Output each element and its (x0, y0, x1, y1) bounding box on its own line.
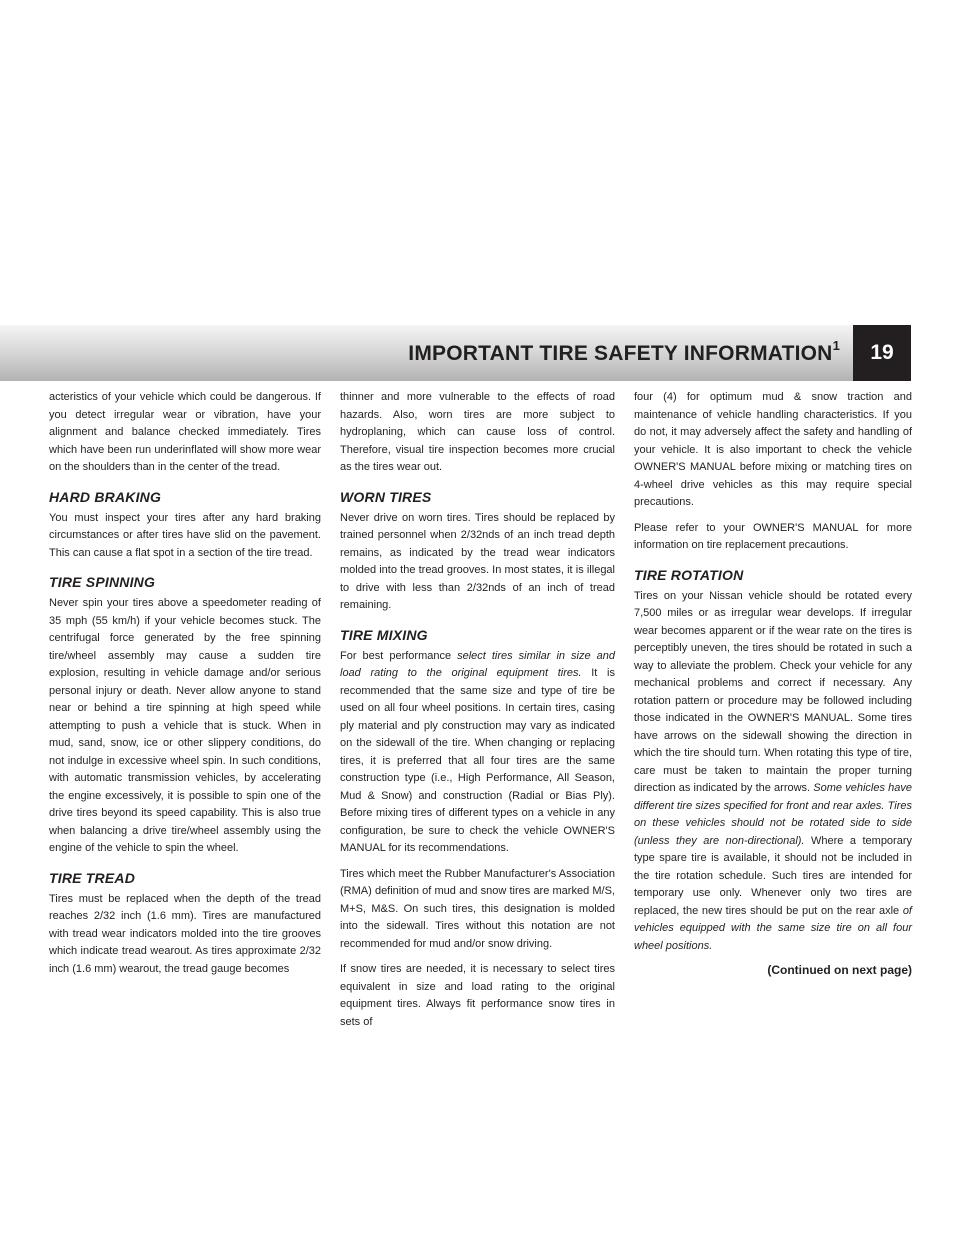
column-3 (634, 389, 912, 977)
section-title: IMPORTANT TIRE SAFETY INFORMATION$^1$ (408, 338, 840, 365)
paragraph: Please refer to your OWNER'S MANUAL for more information on tire replacement precautions. (634, 521, 912, 551)
column-1 (49, 389, 321, 986)
paragraph: If snow tires are needed, it is necessary to select tires equivalent in size and load rating to the original equipment tires. Always fit performance snow tires in sets of (340, 963, 615, 1028)
text-run: It is recommended that the same size and type of tire be used on all four wheel positions. In certain tires, casing ply material and ply construction may vary as indicated on the sidewall of the tire. When changing or replacing tires, it is preferred that all four tires are the same construction type (i.e., High Performance, All Season, Mud & Snow) and construction (Radial or Bias Ply). Before mixing tires of different types on a vehicle in any configuration, be sure to check the vehicle OWNER'S MANUAL for its recommendations. (340, 667, 615, 854)
italic-text: Some vehicles have different tire sizes specified for front and rear axles. Tires on these vehicles should not be rotated side to side (unless they are non-directional). (634, 782, 912, 847)
heading-hard-braking: HARD BRAKING (49, 488, 162, 505)
paragraph: thinner and more vulnerable to the effects of road hazards. Also, worn tires are more subject to hydroplaning, which can cause loss of control. Therefore, visual tire inspection becomes more crucial as the tires wear out. (340, 391, 615, 473)
column-2 (340, 389, 615, 1039)
paragraph: four (4) for optimum mud & snow traction and maintenance of vehicle handling characteristics. If you do not, it may adversely affect the safety and handling of your vehicle. It is also important to check the vehicle OWNER'S MANUAL before mixing or matching tires on 4-wheel drive vehicles as this may require special precautions. (634, 391, 912, 508)
text-run: Where a temporary type spare tire is available, it should not be included in the tire rotation schedule. Such tires are intended for temporary use only. Whenever only two tires are replaced, the new tires should be put on the rear axle (634, 834, 912, 917)
paragraph (634, 588, 912, 956)
paragraph: Tires must be replaced when the depth of the tread reaches 2/32 inch (1.6 mm). Tires are manufactured with tread wear indicators molded into the tire grooves which indicate tread wearout. As tires approximate 2/32 inch (1.6 mm) wearout, the tread gauge becomes (49, 892, 321, 975)
paragraph: Never spin your tires above a speedometer reading of 35 mph (55 km/h) if your vehicle becomes stuck. The centrifugal force generated by the free spinning tire/wheel assembly may cause a sudden tire explosion, resulting in vehicle damage and/or serious personal injury or death. Never allow anyone to stand near or behind a tire spinning at high speed while attempting to push a vehicle that is stuck. When in mud, sand, snow, ice or other slippery conditions, do not indulge in excessive wheel spin. In such conditions, with automatic transmission vehicles, by accelerating the engine excessively, it is possible to spin one of the drive tires beyond its speed capability. This is also true when balancing a drive tire/wheel assembly using the engine of the vehicle to spin the wheel. (49, 597, 321, 854)
paragraph: You must inspect your tires after any hard braking circumstances or after tires have slid on the pavement. This can cause a flat spot in a section of the tire tread. (49, 511, 321, 559)
paragraph (340, 648, 615, 858)
heading-tire-tread: TIRE TREAD (49, 869, 135, 886)
paragraph: acteristics of your vehicle which could be dangerous. If you detect irregular wear or vibration, have your alignment and balance checked immediately. Tires which have been run underinflated will show more wear on the shoulders than in the center of the tread. (49, 391, 321, 473)
paragraph: Tires which meet the Rubber Manufacturer's Association (RMA) definition of mud and snow tires are marked M/S, M+S, M&S. On such tires, this designation is molded into the sidewall. Tires without this notation are not recommended for mud and/or snow driving. (340, 867, 615, 950)
continued-note: (Continued on next page) (767, 963, 912, 977)
heading-worn-tires: WORN TIRES (340, 488, 432, 505)
text-run: For best performance (340, 649, 458, 662)
page-number: 19 (853, 325, 911, 381)
footnote-marker: 1 (832, 338, 840, 353)
italic-text: of vehicles equipped with the same size tire on all four wheel positions. (634, 904, 912, 952)
heading-tire-rotation: TIRE ROTATION (634, 566, 744, 583)
heading-tire-mixing: TIRE MIXING (340, 626, 428, 643)
heading-tire-spinning: TIRE SPINNING (49, 574, 156, 590)
text-run: Tires on your Nissan vehicle should be rotated every 7,500 miles or as irregular wear develops. If irregular wear becomes apparent or if the wear rate on the tires is perceptibly uneven, the tires should be rotated in such a way to alleviate the problem. Check your vehicle for any mechanical problems and correct if necessary. Any rotation pattern or procedure may be followed including those indicated in the OWNER'S MANUAL. Some tires have arrows on the sidewall showing the direction in which the tire should turn. When rotating this type of tire, care must be taken to maintain the proper turning direction as indicated by the arrows. (634, 589, 912, 794)
italic-text: select tires similar in size and load rating to the original equipment tires. (340, 649, 615, 679)
paragraph: Never drive on worn tires. Tires should be replaced by trained personnel when 2/32nds of an inch tread depth remains, as indicated by the tread wear indicators molded into the tread grooves. In most states, it is illegal to drive with less than 2/32nds of an inch of tread remaining. (340, 511, 615, 611)
